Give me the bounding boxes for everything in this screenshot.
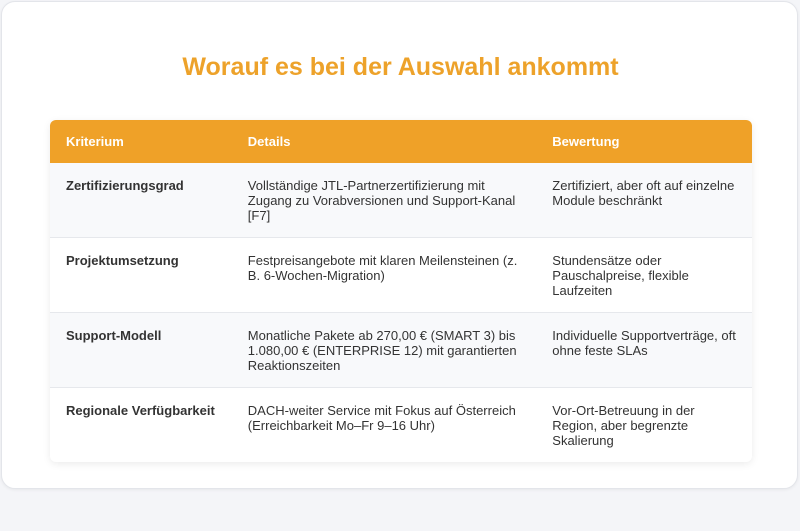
header-details: Details	[232, 120, 536, 163]
cell-rating: Zertifiziert, aber oft auf einzelne Module beschränkt	[536, 163, 752, 238]
cell-criterion: Support-Modell	[50, 313, 232, 388]
comparison-table-container	[50, 120, 752, 462]
cell-criterion: Projektumsetzung	[50, 238, 232, 313]
cell-rating: Stundensätze oder Pauschalpreise, flexible Laufzeiten	[536, 238, 752, 313]
cell-rating: Vor-Ort-Betreuung in der Region, aber begrenzte Skalierung	[552, 403, 695, 448]
cell-criterion: Zertifizierungsgrad	[50, 163, 232, 238]
cell-details: DACH-weiter Service mit Fokus auf Österreich (Erreichbarkeit Mo–Fr 9–16 Uhr)	[247, 403, 516, 433]
table-header-row	[50, 120, 752, 163]
table-row	[50, 238, 752, 313]
comparison-table	[50, 120, 752, 462]
cell-details: Vollständige JTL-Partnerzertifizierung mit Zugang zu Vorabversionen und Support-Kanal [F7]	[232, 163, 536, 238]
table-row	[50, 388, 752, 463]
table-row	[50, 313, 752, 388]
header-criterion: Kriterium	[50, 120, 232, 163]
header-rating: Bewertung	[536, 120, 752, 163]
cell-criterion: Regionale Verfügbarkeit	[66, 403, 215, 418]
content-card	[1, 1, 798, 489]
table-row	[50, 163, 752, 238]
table-header	[50, 120, 752, 163]
cell-rating: Individuelle Supportverträge, oft ohne feste SLAs	[536, 313, 752, 388]
cell-details: Festpreisangebote mit klaren Meilensteinen (z. B. 6-Wochen-Migration)	[232, 238, 536, 313]
cell-details: Monatliche Pakete ab 270,00 € (SMART 3) bis 1.080,00 € (ENTERPRISE 12) mit garantierten Reaktionszeiten	[232, 313, 536, 388]
page-title: Worauf es bei der Auswahl ankommt	[182, 53, 619, 81]
table-body	[50, 163, 752, 462]
